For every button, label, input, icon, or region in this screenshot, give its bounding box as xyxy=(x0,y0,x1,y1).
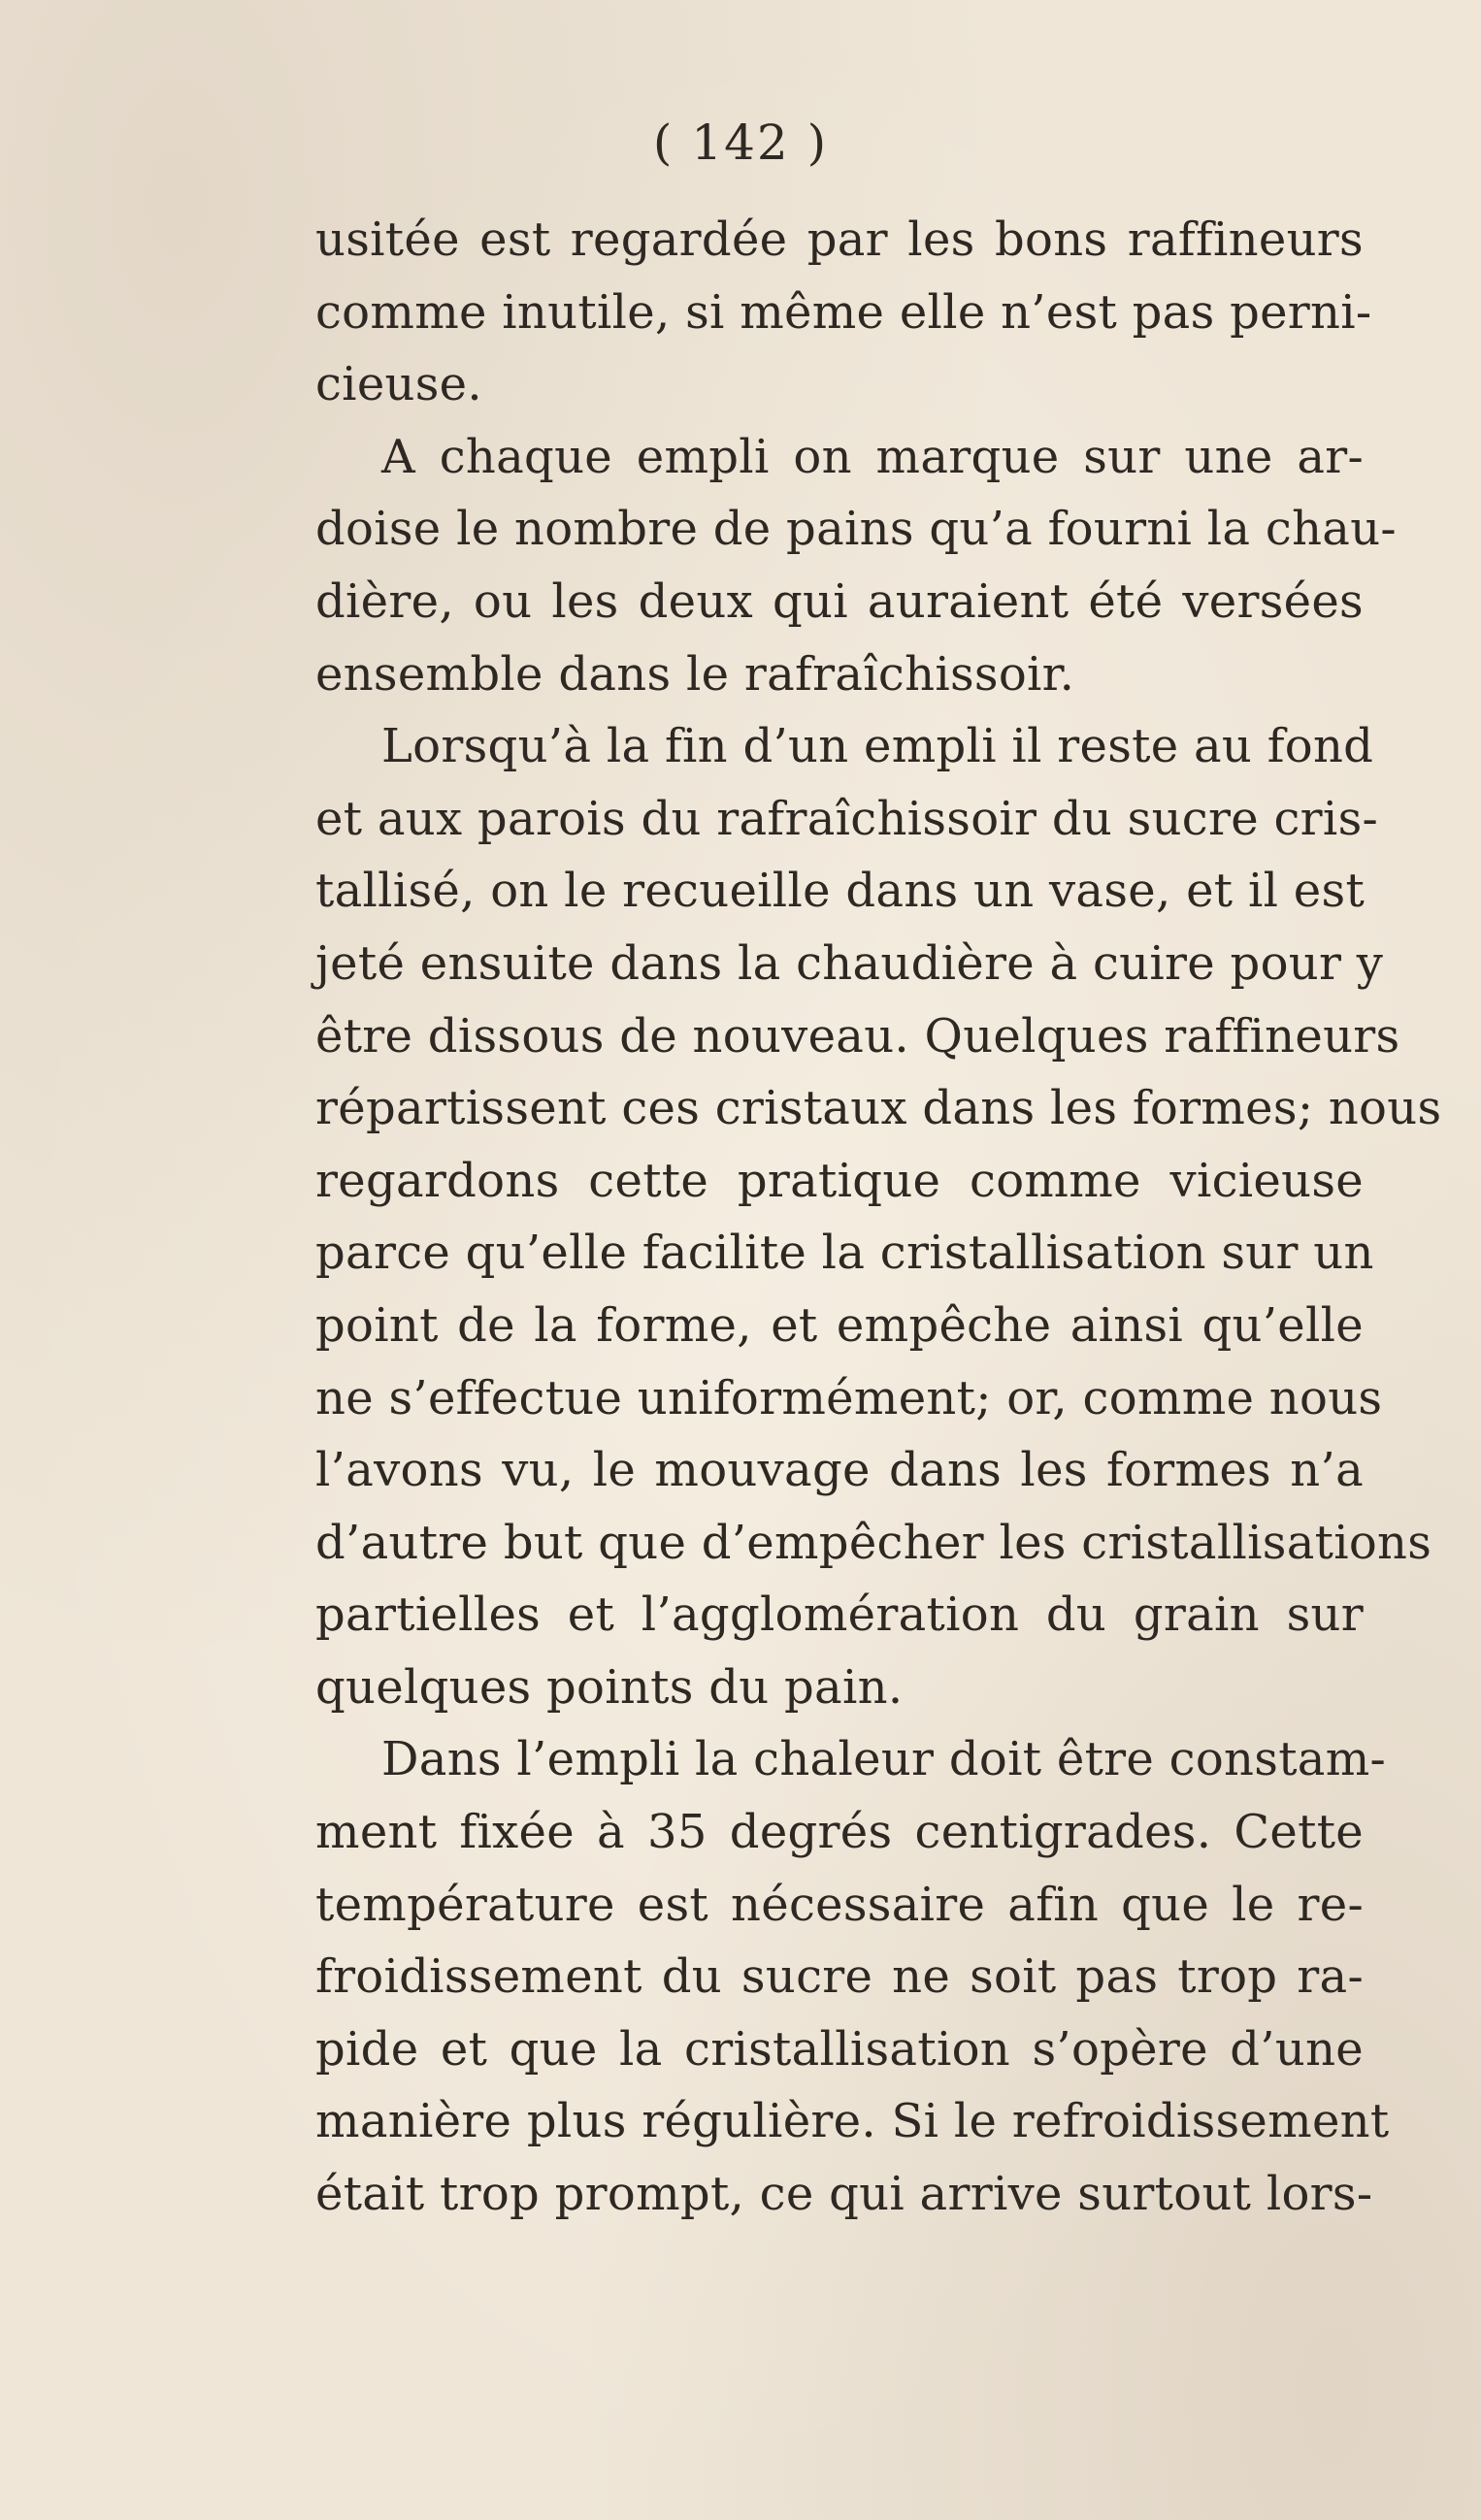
text-line: température est nécessaire afin que le re- xyxy=(315,1877,1364,1932)
text-line: cieuse. xyxy=(315,357,482,412)
text-line: ensemble dans le rafraîchissoir. xyxy=(315,646,1075,702)
text-line: pide et que la cristallisation s’opère d’une xyxy=(315,2021,1364,2077)
text-line: et aux parois du rafraîchissoir du sucre cris- xyxy=(315,791,1379,846)
text-line: froidissement du sucre ne soit pas trop ra- xyxy=(315,1949,1364,2005)
text-line: manière plus régulière. Si le refroidissement xyxy=(315,2094,1390,2149)
text-line: point de la forme, et empêche ainsi qu’elle xyxy=(315,1297,1364,1353)
page-number: ( 142 ) xyxy=(652,115,829,171)
text-line: regardons cette pratique comme vicieuse xyxy=(315,1153,1364,1208)
text-line: parce qu’elle facilite la cristallisation sur un xyxy=(315,1226,1374,1281)
body-text xyxy=(315,204,1442,2231)
text-line: comme inutile, si même elle n’est pas perni- xyxy=(315,284,1372,340)
text-line: ment fixée à 35 degrés centigrades. Cette xyxy=(315,1805,1364,1860)
text-line: quelques points du pain. xyxy=(315,1659,904,1715)
text-line: ne s’effectue uniformément; or, comme nous xyxy=(315,1370,1383,1425)
text-line: Dans l’empli la chaleur doit être constam- xyxy=(381,1732,1387,1787)
text-line: dière, ou les deux qui auraient été versées xyxy=(315,573,1364,629)
text-line: partielles et l’agglomération du grain sur xyxy=(315,1587,1364,1643)
text-line: d’autre but que d’empêcher les cristallisations xyxy=(315,1515,1432,1570)
text-line: Lorsqu’à la fin d’un empli il reste au fond xyxy=(381,719,1374,774)
text-line: l’avons vu, le mouvage dans les formes n’a xyxy=(315,1443,1364,1498)
text-line: A chaque empli on marque sur une ar- xyxy=(381,429,1364,484)
text-line: répartissent ces cristaux dans les formes; nous xyxy=(315,1081,1442,1136)
text-line: usitée est regardée par les bons raffineurs xyxy=(315,213,1364,267)
text-line: jeté ensuite dans la chaudière à cuire pour y xyxy=(315,935,1384,991)
text-line: être dissous de nouveau. Quelques raffineurs xyxy=(315,1008,1400,1064)
text-line: doise le nombre de pains qu’a fourni la chau- xyxy=(315,502,1397,557)
text-line: était trop prompt, ce qui arrive surtout lors- xyxy=(315,2167,1373,2222)
text-line: tallisé, on le recueille dans un vase, et il est xyxy=(315,864,1366,919)
